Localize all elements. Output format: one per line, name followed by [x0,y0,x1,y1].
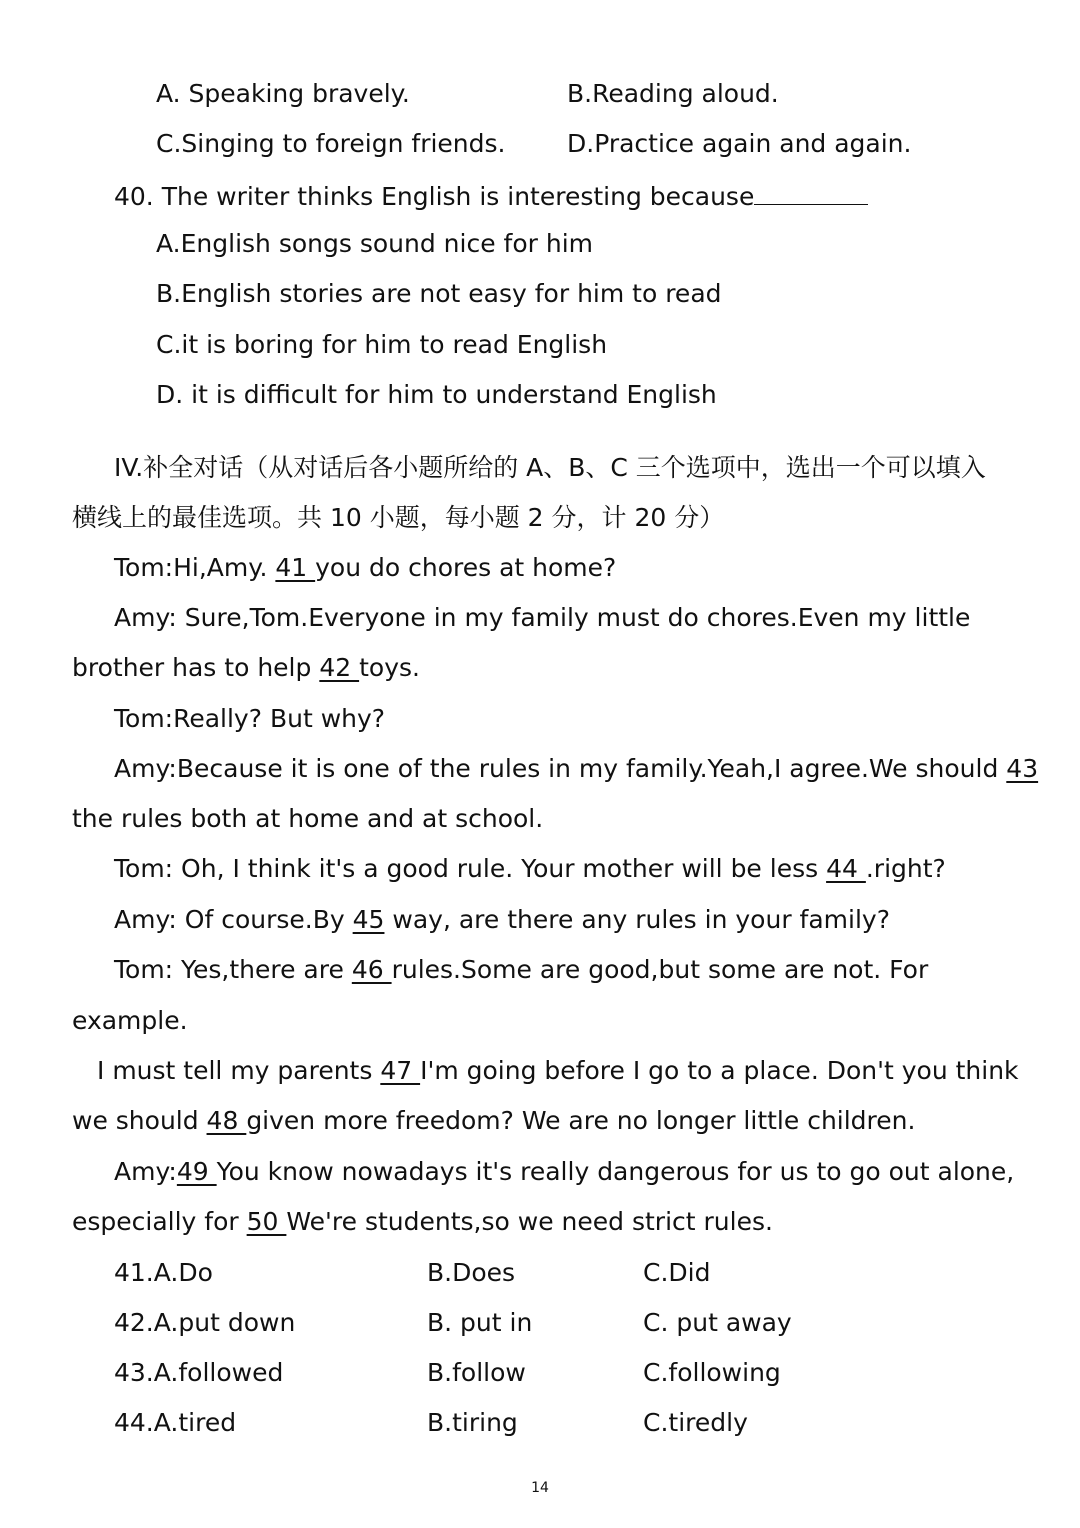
blank-47: 47 [380,1056,421,1085]
section-heading-line2: 横线上的最佳选项。共 10 小题，每小题 2 分，计 20 分） [72,503,725,532]
dialogue-line: Amy: Sure,Tom.Everyone in my family must do chores.Even my little [114,603,971,632]
option-43-c: C.following [643,1358,781,1387]
q40-option-b: B.English stories are not easy for him to read [156,279,722,308]
dialogue-line: Tom:Really? But why? [114,704,386,733]
option-42-b: B. put in [427,1308,533,1337]
q39-option-b: B.Reading aloud. [567,79,779,108]
dialogue-line [114,753,1038,785]
option-41-b: B.Does [427,1258,516,1287]
q39-option-a: A. Speaking bravely. [156,79,410,108]
dialogue-text: especially for [72,1207,247,1236]
q40-stem [114,178,868,210]
option-42-c: C. put away [643,1308,792,1337]
q40-stem-text: 40. The writer thinks English is interesting because [114,182,755,211]
dialogue-line [114,1156,1014,1188]
dialogue-text: .right? [865,854,946,883]
blank-41: 41 [275,553,316,582]
blank-50: 50 [246,1207,287,1236]
dialogue-text: way, are there any rules in your family? [384,905,890,934]
dialogue-text: I must tell my parents [97,1056,381,1085]
dialogue-text: Amy: [114,1157,177,1186]
dialogue-text: We're students,so we need strict rules. [286,1207,773,1236]
option-43-b: B.follow [427,1358,526,1387]
q40-option-a: A.English songs sound nice for him [156,229,593,258]
dialogue-line [114,904,890,936]
dialogue-text: Tom:Hi,Amy. [114,553,276,582]
option-44-c: C.tiredly [643,1408,748,1437]
dialogue-line [72,1105,915,1137]
dialogue-text: You know nowadays it's really dangerous for us to go out alone, [216,1157,1015,1186]
dialogue-line [114,954,928,986]
q40-option-d: D. it is difficult for him to understand English [156,380,717,409]
dialogue-text: Tom: Yes,there are [114,955,352,984]
q40-option-c: C.it is boring for him to read English [156,330,608,359]
blank-42: 42 [319,653,360,682]
dialogue-line: the rules both at home and at school. [72,804,544,833]
dialogue-text: Tom: Oh, I think it's a good rule. Your mother will be less [114,854,827,883]
dialogue-text: we should [72,1106,207,1135]
q39-option-d: D.Practice again and again. [567,129,912,158]
page-number: 14 [531,1480,549,1496]
dialogue-text: I'm going before I go to a place. Don't you think [420,1056,1019,1085]
dialogue-line [72,1206,773,1238]
option-41-c: C.Did [643,1258,711,1287]
dialogue-text: given more freedom? We are no longer little children. [246,1106,916,1135]
dialogue-text: brother has to help [72,653,320,682]
blank-49: 49 [176,1157,217,1186]
option-44-b: B.tiring [427,1408,518,1437]
dialogue-text: rules.Some are good,but some are not. For [391,955,929,984]
blank-44: 44 [826,854,866,883]
section-heading-line1: IV.补全对话（从对话后各小题所给的 A、B、C 三个选项中，选出一个可以填入 [114,453,986,482]
dialogue-line [72,652,420,684]
option-44-a: 44.A.tired [114,1408,237,1437]
q39-option-c: C.Singing to foreign friends. [156,129,506,158]
blank-48: 48 [206,1106,247,1135]
blank-45: 45 [352,905,385,934]
dialogue-line [97,1055,1019,1087]
blank-43: 43 [1006,754,1039,783]
dialogue-line [114,853,946,885]
dialogue-text: Amy:Because it is one of the rules in my family.Yeah,I agree.We should [114,754,1007,783]
dialogue-line [114,552,616,584]
option-41-a: 41.A.Do [114,1258,213,1287]
dialogue-text: Amy: Of course.By [114,905,353,934]
dialogue-text: toys. [359,653,420,682]
dialogue-line: example. [72,1006,188,1035]
option-42-a: 42.A.put down [114,1308,296,1337]
option-43-a: 43.A.followed [114,1358,284,1387]
blank-46: 46 [351,955,392,984]
dialogue-text: you do chores at home? [315,553,617,582]
q40-answer-blank [754,178,868,205]
